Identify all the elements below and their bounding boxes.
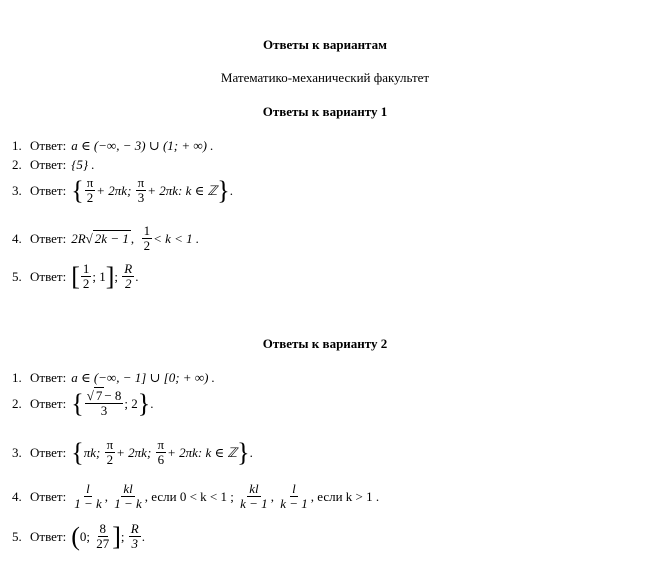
variant2-answer-3: 3. Ответ: { πk; $\frac{\pi}{2}$ + 2πk; $\frac{\pi}{6}$ + 2πk: k ∈ ℤ } . (12, 437, 253, 468)
variant2-answer-5: 5. Ответ: ( 0; $\frac{8}{27}$ ] ; $\frac{R}{3}$ . (12, 521, 145, 552)
variant2-answer-1: 1. Ответ: a ∈ (−∞, − 1] ∪ [0; + ∞) . (12, 370, 215, 385)
variant2-answer-2: 2. Ответ: { $\frac{√ 7 - 8}{3}$ ; 2 } . (12, 388, 154, 419)
variant2-answer-4: 4. Ответ: $\frac{l}{1 - k}$ , $\frac{kl}{1 - k}$ , если 0 < k < 1 ; $\frac{kl}{k - 1}$ , $\frac{l}{k - 1}$ , если k > 1 . (12, 481, 380, 512)
variant1-answer-3: 3. Ответ: { $\frac{\pi}{2}$ + 2πk; $\frac{\pi}{3}$ + 2πk: k ∈ ℤ } . (12, 175, 233, 206)
variant1-answer-5: 5. Ответ: [ $\frac{1}{2}$ ; 1 ] ; $\frac{R}{2}$ . (12, 261, 139, 292)
variant2-title: Ответы к варианту 2 (262, 336, 388, 351)
variant1-title: Ответы к варианту 1 (262, 104, 388, 119)
faculty-name: Математико-механический факультет (220, 70, 430, 85)
variant1-answer-4: 4. Ответ: 2R √ 2k − 1 , $\frac{1}{2}$ < k < 1 . (12, 223, 200, 254)
variant1-answer-2: 2. Ответ: {5} . (12, 157, 95, 172)
variant1-answer-1: 1. Ответ: a ∈ (−∞, − 3) ∪ (1; + ∞) . (12, 138, 214, 153)
page-title: Ответы к вариантам (263, 37, 387, 52)
